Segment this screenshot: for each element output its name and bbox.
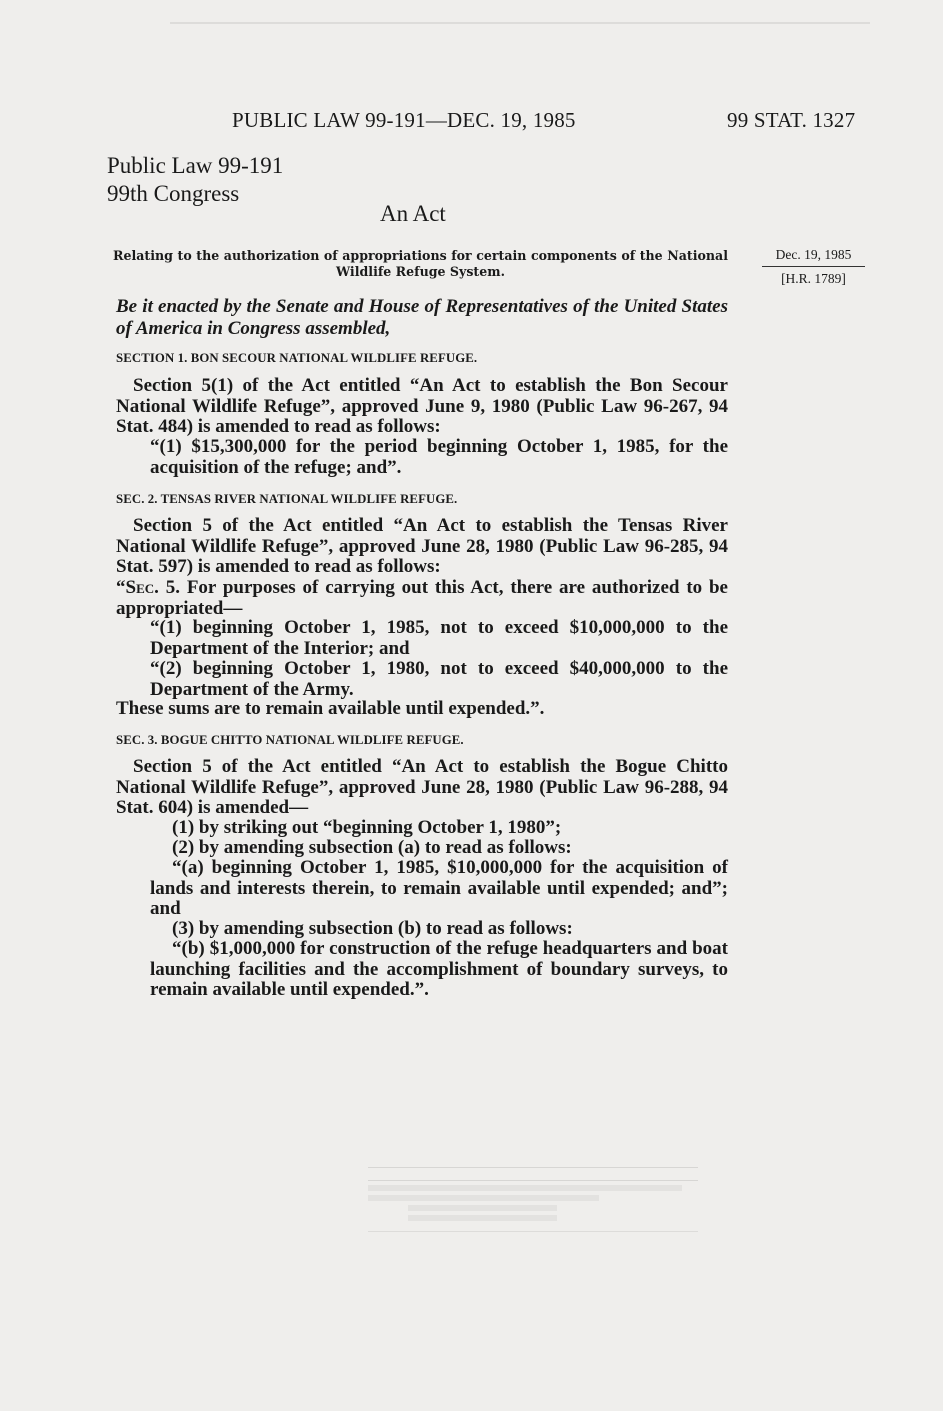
section-1-amendment: “(1) $15,300,000 for the period beginning October 1, 1985, for the acquisition of the refuge; and”. [150,436,728,478]
bleed-through-rule [368,1167,698,1181]
act-label: An Act [380,201,446,226]
section-2-closing: These sums are to remain available until expended.”. [116,698,545,719]
section-3-item-2: (2) by amending subsection (a) to read as follows: [172,837,572,858]
bleed-through-line [368,1185,682,1191]
section-3-item-3: (3) by amending subsection (b) to read as follows: [172,918,573,939]
bleed-through-legislative-history [368,1167,698,1232]
bleed-through-line [408,1215,557,1221]
enacting-clause: Be it enacted by the Senate and House of Representatives of the United States of America in Congress assembled, [116,296,728,339]
sec-smallcaps: ec [136,577,155,598]
section-2-clause-2: “(2) beginning October 1, 1980, not to exceed $40,000,000 to the Department of the Army. [150,658,728,700]
section-3-paragraph: Section 5 of the Act entitled “An Act to establish the Bogue Chitto National Wildlife Refuge”, approved June 28, 1980 (Public Law 96-288, 94 Stat. 604) is amended— [116,756,728,818]
sec-prefix: “S [116,577,137,598]
public-law-number: Public Law 99-191 [107,153,284,178]
section-3-heading: SEC. 3. BOGUE CHITTO NATIONAL WILDLIFE REFUGE. [116,733,464,747]
section-1-paragraph: Section 5(1) of the Act entitled “An Act to establish the Bon Secour National Wildlife Refuge”, approved June 9, 1980 (Public Law 96-267, 94 Stat. 484) is amended to read as follows: [116,375,728,437]
bleed-through-line [408,1205,557,1211]
margin-date: Dec. 19, 1985 [762,247,865,267]
section-3-subsection-a: “(a) beginning October 1, 1985, $10,000,000 for the acquisition of lands and interests therein, to remain available until expended; and”; and [150,857,728,919]
running-header: PUBLIC LAW 99-191—DEC. 19, 1985 [232,108,576,132]
section-1-heading: SECTION 1. BON SECOUR NATIONAL WILDLIFE REFUGE. [116,351,478,365]
margin-bill-number: [H.R. 1789] [781,271,846,286]
section-2-clause-1: “(1) beginning October 1, 1985, not to exceed $10,000,000 to the Department of the Interior; and [150,617,728,659]
section-2-paragraph: Section 5 of the Act entitled “An Act to establish the Tensas River National Wildlife Refuge”, approved June 28, 1980 (Public Law 96-285, 94 Stat. 597) is amended to read as follows: [116,515,728,577]
bleed-through-rule [368,1231,698,1232]
section-2-heading: SEC. 2. TENSAS RIVER NATIONAL WILDLIFE REFUGE. [116,492,458,506]
sec-rest: . 5. For purposes of carrying out this Act, there are authorized to be appropriated— [116,577,728,619]
act-purpose: Relating to the authorization of appropriations for certain components of the National Wildlife Refuge System. [113,248,728,279]
section-3-subsection-b: “(b) $1,000,000 for construction of the refuge headquarters and boat launching facilities and the accomplishment of boundary surveys, to remain available until expended.”. [150,938,728,1000]
section-3-item-1: (1) by striking out “beginning October 1, 1980”; [172,817,562,838]
bleed-through-line [368,1195,599,1201]
statute-page-number: 99 STAT. 1327 [727,108,856,132]
congress-number: 99th Congress [107,181,240,206]
bleed-through-top [170,0,870,24]
margin-note [762,247,865,287]
section-2-amendment-intro [116,578,728,619]
